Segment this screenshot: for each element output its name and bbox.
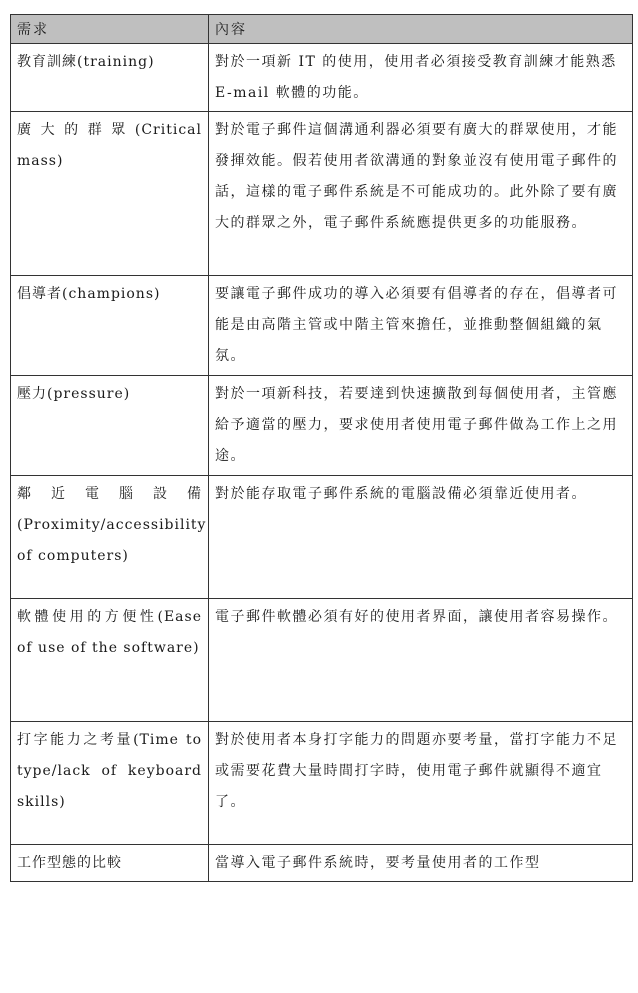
need-cell: 鄰近電腦設備(Proximity/accessibility of computers) <box>11 476 209 599</box>
header-need: 需求 <box>11 15 209 44</box>
requirements-table <box>10 14 633 882</box>
content-cell: 對於電子郵件這個溝通利器必須要有廣大的群眾使用，才能發揮效能。假若使用者欲溝通的對象並沒有使用電子郵件的話，這樣的電子郵件系統是不可能成功的。此外除了要有廣大的群眾之外，電子郵件系統應提供更多的功能服務。 <box>209 112 633 276</box>
table-row <box>11 276 633 376</box>
content-cell: 對於一項新科技，若要達到快速擴散到每個使用者，主管應給予適當的壓力，要求使用者使用電子郵件做為工作上之用途。 <box>209 376 633 476</box>
header-row <box>11 15 633 44</box>
table-row <box>11 376 633 476</box>
need-cell: 廣大的群眾(Critical mass) <box>11 112 209 276</box>
content-cell: 要讓電子郵件成功的導入必須要有倡導者的存在，倡導者可能是由高階主管或中階主管來擔任，並推動整個組織的氣氛。 <box>209 276 633 376</box>
table-row <box>11 845 633 882</box>
table-header <box>11 15 633 44</box>
header-content: 內容 <box>209 15 633 44</box>
content-cell: 當導入電子郵件系統時，要考量使用者的工作型 <box>209 845 633 882</box>
need-cell: 軟體使用的方便性(Ease of use of the software) <box>11 599 209 722</box>
need-cell: 工作型態的比較 <box>11 845 209 882</box>
table-row <box>11 112 633 276</box>
need-cell: 教育訓練(training) <box>11 44 209 112</box>
need-cell: 倡導者(champions) <box>11 276 209 376</box>
table-row <box>11 722 633 845</box>
need-cell: 打字能力之考量(Time to type/lack of keyboard skills) <box>11 722 209 845</box>
table-body <box>11 44 633 882</box>
content-cell: 對於使用者本身打字能力的問題亦要考量，當打字能力不足或需要花費大量時間打字時，使用電子郵件就顯得不適宜了。 <box>209 722 633 845</box>
table-row <box>11 44 633 112</box>
content-cell: 對於一項新 IT 的使用，使用者必須接受教育訓練才能熟悉 E-mail 軟體的功能。 <box>209 44 633 112</box>
table-row <box>11 476 633 599</box>
table-row <box>11 599 633 722</box>
content-cell: 電子郵件軟體必須有好的使用者界面，讓使用者容易操作。 <box>209 599 633 722</box>
content-cell: 對於能存取電子郵件系統的電腦設備必須靠近使用者。 <box>209 476 633 599</box>
need-cell: 壓力(pressure) <box>11 376 209 476</box>
